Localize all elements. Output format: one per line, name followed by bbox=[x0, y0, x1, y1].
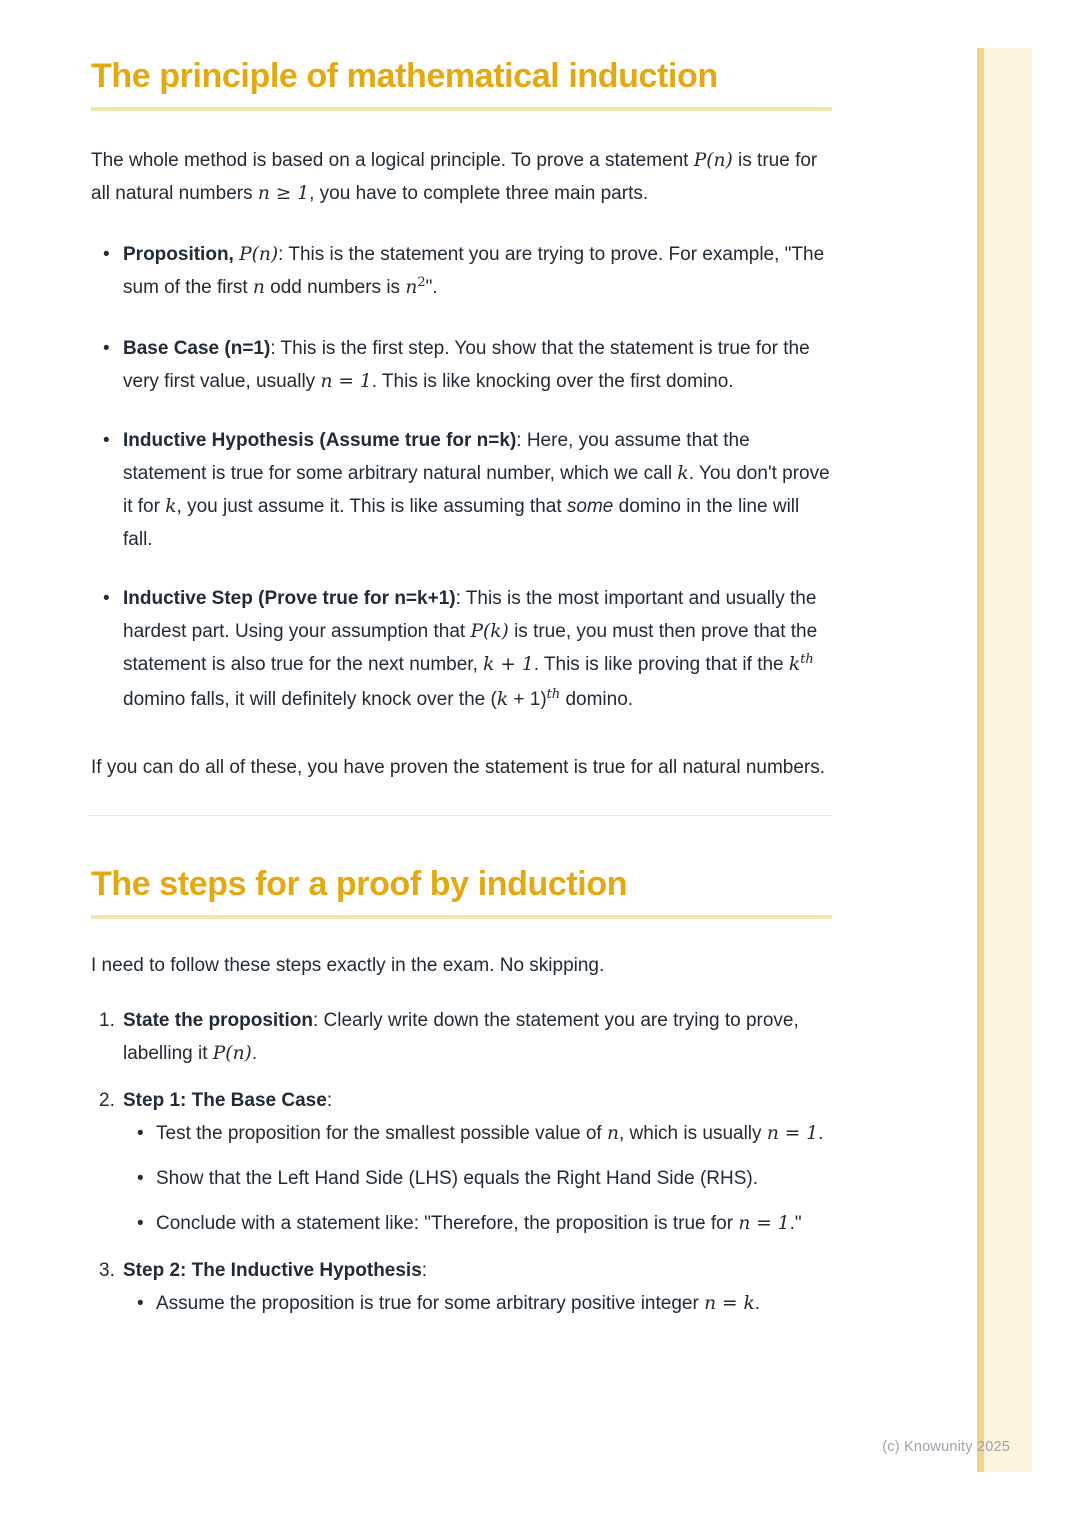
text-run: P(n) bbox=[239, 244, 279, 265]
text-run: . bbox=[251, 1043, 258, 1064]
text-run: : Clearly write down the statement you are trying to prove, labelling it bbox=[123, 1010, 799, 1064]
title-underline bbox=[91, 915, 832, 919]
text-run: Base Case (n=1) bbox=[123, 338, 271, 359]
steps-intro-paragraph bbox=[91, 949, 832, 982]
text-run: Conclude with a statement like: "Therefore, the proposition is true for bbox=[156, 1213, 739, 1234]
principle-list bbox=[91, 238, 832, 718]
text-run: Proposition, bbox=[123, 244, 240, 265]
list-item-inductive-hypothesis bbox=[123, 424, 832, 556]
title-underline bbox=[91, 107, 832, 111]
text-run: : This is the first step. You show that the statement is true for the very first value, usually bbox=[123, 338, 810, 392]
inductive-hypothesis-sublist bbox=[123, 1287, 832, 1320]
page-edge-accent bbox=[977, 48, 1032, 1472]
note-content bbox=[91, 0, 832, 1334]
text-run: k bbox=[677, 463, 689, 484]
text-run: . This is like knocking over the first domino. bbox=[371, 371, 734, 392]
text-run: . bbox=[818, 1123, 824, 1144]
text-run: Step 2: The Inductive Hypothesis bbox=[123, 1260, 422, 1281]
step-item-text bbox=[123, 1010, 799, 1064]
section-divider bbox=[88, 815, 832, 816]
step-item-text bbox=[123, 1260, 427, 1281]
text-run: n = 1 bbox=[320, 371, 372, 392]
text-run: n = k bbox=[704, 1293, 755, 1314]
text-run: k + 1 bbox=[483, 654, 534, 675]
step-item-state-proposition bbox=[91, 1004, 832, 1070]
text-run: n = 1 bbox=[738, 1213, 790, 1234]
sub-item bbox=[156, 1287, 832, 1320]
text-run: . bbox=[754, 1293, 761, 1314]
text-run: odd numbers is bbox=[264, 277, 406, 298]
list-item-base-case bbox=[123, 332, 832, 398]
text-run: n bbox=[252, 277, 265, 298]
text-run: Inductive Hypothesis (Assume true for n=k) bbox=[123, 430, 517, 451]
text-run: 2 bbox=[417, 274, 426, 290]
text-run: , you have to complete three main parts. bbox=[309, 183, 649, 204]
text-run: I need to follow these steps exactly in the exam. No skipping. bbox=[91, 955, 605, 976]
text-run: P(n) bbox=[212, 1043, 252, 1064]
text-run: ." bbox=[789, 1213, 802, 1234]
sub-item bbox=[156, 1117, 832, 1150]
text-run: n = 1 bbox=[766, 1123, 819, 1144]
text-run: + 1) bbox=[508, 689, 547, 710]
text-run: n ≥ 1 bbox=[257, 183, 310, 204]
step-item-base-case bbox=[91, 1084, 832, 1240]
section-title: The steps for a proof by induction bbox=[91, 865, 628, 903]
text-run: : This is the most important and usually the hardest part. Using your assumption that bbox=[123, 588, 817, 642]
copyright: (c) Knowunity 2025 bbox=[882, 1439, 1010, 1455]
text-run: n bbox=[405, 277, 418, 298]
text-run: domino. bbox=[560, 689, 634, 710]
text-run: State the proposition bbox=[123, 1010, 313, 1031]
text-run: . You don't prove it for bbox=[123, 463, 830, 517]
text-run: : Here, you assume that the statement is true for some arbitrary natural number, which we call bbox=[123, 430, 750, 484]
text-run: n bbox=[606, 1123, 619, 1144]
text-run: Assume the proposition is true for some arbitrary positive integer bbox=[156, 1293, 705, 1314]
text-run: domino falls, it will definitely knock over the ( bbox=[123, 689, 497, 710]
text-run: Step 1: The Base Case bbox=[123, 1090, 327, 1111]
text-run: Show that the Left Hand Side (LHS) equals the Right Hand Side (RHS). bbox=[156, 1168, 758, 1189]
section-steps bbox=[91, 864, 832, 1320]
text-run: : bbox=[326, 1090, 333, 1111]
text-run: The whole method is based on a logical principle. To prove a statement bbox=[91, 150, 694, 171]
base-case-sublist bbox=[123, 1117, 832, 1240]
step-item-inductive-hypothesis bbox=[91, 1254, 832, 1320]
step-item-text bbox=[123, 1090, 332, 1111]
text-run: k bbox=[165, 496, 177, 517]
text-run: is true for all natural numbers bbox=[91, 150, 818, 204]
intro-paragraph bbox=[91, 144, 832, 210]
text-run: th bbox=[546, 686, 561, 702]
text-run: some bbox=[566, 496, 614, 517]
text-run: If you can do all of these, you have proven the statement is true for all natural numbers. bbox=[91, 757, 826, 778]
text-run: domino in the line will fall. bbox=[123, 496, 800, 550]
text-run: k bbox=[788, 654, 801, 675]
text-run: . This is like proving that if the bbox=[533, 654, 789, 675]
text-run: ". bbox=[425, 277, 438, 298]
section-principle bbox=[91, 56, 832, 784]
text-run: P(n) bbox=[693, 150, 733, 171]
text-run: k bbox=[496, 689, 509, 710]
text-run: P(k) bbox=[470, 621, 509, 642]
text-run: th bbox=[800, 651, 814, 667]
list-item-inductive-step bbox=[123, 582, 832, 718]
sub-item bbox=[156, 1162, 832, 1195]
text-run: Inductive Step (Prove true for n=k+1) bbox=[123, 588, 456, 609]
closing-paragraph bbox=[91, 751, 832, 784]
list-item-proposition bbox=[123, 238, 832, 306]
text-run: : bbox=[421, 1260, 428, 1281]
sub-item bbox=[156, 1207, 832, 1240]
text-run: , you just assume it. This is like assuming that bbox=[176, 496, 567, 517]
text-run: : This is the statement you are trying to prove. For example, "The sum of the first bbox=[123, 244, 825, 298]
text-run: , which is usually bbox=[618, 1123, 767, 1144]
steps-list bbox=[91, 1004, 832, 1320]
text-run: is true, you must then prove that the statement is also true for the next number, bbox=[123, 621, 818, 675]
section-title: The principle of mathematical induction bbox=[91, 57, 718, 95]
text-run: Test the proposition for the smallest possible value of bbox=[156, 1123, 607, 1144]
